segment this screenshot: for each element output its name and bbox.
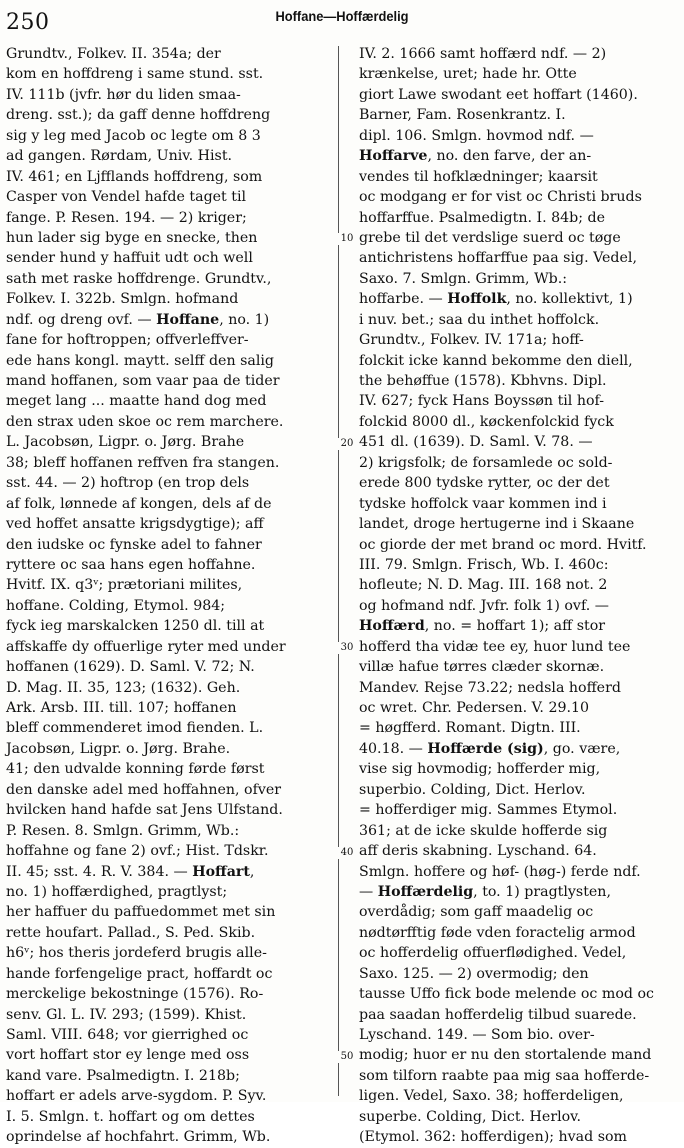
left-column-line: hvilcken hand hafde sat Jens Ulfstand.	[6, 802, 283, 819]
left-column-line: ede hans kongl. maytt. selff den salig	[6, 352, 274, 369]
right-column-line: Mandev. Rejse 73.22; nedsla hofferd	[359, 679, 621, 696]
margin-line-number: 40	[336, 847, 358, 859]
right-column-line: hofferd tha vidæ tee ey, huor lund tee	[359, 638, 631, 655]
right-column-line: the behøffue (1578). Kbhvns. Dipl.	[359, 373, 607, 389]
right-column-line: i nuv. bet.; saa du inthet hoffolck.	[359, 311, 600, 328]
right-column-line: (Etymol. 362: hofferdigen); hvad som	[359, 1129, 628, 1146]
left-column-line: h6ᵛ; hos theris jordeferd brugis alle-	[6, 945, 267, 962]
left-column-line: affskaffe dy offuerlige ryter med under	[6, 638, 286, 655]
right-column-line: IV. 627; fyck Hans Boyssøn til hof-	[359, 393, 605, 410]
right-column	[359, 44, 683, 1146]
right-column-line: vise sig hovmodig; hofferder mig,	[359, 761, 601, 778]
margin-line-number: 50	[336, 1051, 358, 1063]
left-column-line: merckelige bekostninge (1576). Ro-	[6, 986, 264, 1003]
page-header	[0, 0, 684, 40]
right-column-line: III. 79. Smlgn. Frisch, Wb. I. 460c:	[359, 556, 609, 573]
left-column-line: vort hoffart stor ey lenge med oss	[6, 1047, 250, 1064]
left-column-line: hande forfengelige pract, hoffardt oc	[6, 965, 273, 982]
left-column-line: af folk, lønnede af kongen, dels af de	[6, 495, 272, 512]
left-column-line: Ark. Arsb. III. till. 107; hoffanen	[6, 700, 237, 716]
right-column-line: superbe. Colding, Dict. Herlov.	[359, 1108, 582, 1125]
left-column-line: sath met raske hoffdrenge. Grundtv.,	[6, 270, 272, 287]
right-column-line: 40.18. — Hoffærde (sig), go. være,	[359, 740, 621, 757]
right-column-line: ligen. Vedel, Saxo. 38; hofferdeligen,	[359, 1088, 624, 1105]
right-column-line: Grundtv., Folkev. IV. 171a; hoff-	[359, 332, 584, 349]
right-column-line: overdådig; som gaff maadelig oc	[359, 904, 594, 921]
right-column-line: oc giorde der met brand oc mord. Hvitf.	[359, 536, 647, 553]
left-column-line: 41; den udvalde konning førde først	[6, 761, 265, 778]
left-column	[6, 44, 328, 1146]
right-column-line: 451 dl. (1639). D. Saml. V. 78. —	[359, 434, 593, 451]
right-column-line: — Hoffærdelig, to. 1) pragtlysten,	[359, 883, 611, 900]
right-column-line: Smlgn. hoffere og høf- (høg-) ferde ndf.	[359, 863, 641, 880]
left-column-line: Casper von Vendel hafde taget til	[6, 189, 247, 206]
left-column-line: rette houfart. Pallad., S. Ped. Skib.	[6, 924, 256, 941]
right-column-line: nødtørfftig føde vden foractelig armod	[359, 924, 636, 941]
left-column-line: sender hund y haffuit udt och well	[6, 250, 253, 267]
left-column-line: hoffahne og fane 2) ovf.; Hist. Tdskr.	[6, 843, 269, 860]
left-column-line: den strax uden skoe oc rem marchere.	[6, 413, 284, 430]
margin-line-number: 10	[336, 233, 358, 245]
left-column-line: den iudske oc fynske adel to fahner	[6, 536, 262, 553]
left-column-line: Saml. VIII. 648; vor gierrighed oc	[6, 1027, 249, 1043]
left-column-line: Jacobsøn, Ligpr. o. Jørg. Brahe.	[6, 740, 231, 757]
left-column-line: IV. 461; en Ljfflands hoffdreng, som	[6, 168, 263, 185]
left-column-line: IV. 111b (jvfr. hør du liden smaa-	[6, 86, 241, 103]
left-column-line: mand hoffanen, som vaar paa de tider	[6, 373, 280, 389]
left-column-line: sst. 44. — 2) hoftrop (en trop dels	[6, 475, 250, 492]
left-column-line: hoffane. Colding, Etymol. 984;	[6, 597, 226, 614]
left-column-line: I. 5. Smlgn. t. hoffart og om dettes	[6, 1108, 255, 1125]
left-column-line: ndf. og dreng ovf. — Hoffane, no. 1)	[6, 311, 270, 328]
right-column-line: landet, droge hertugerne ind i Skaane	[359, 516, 635, 533]
right-column-line: tausse Uffo fick bode melende oc mod oc	[359, 986, 654, 1003]
left-column-line: meget lang ... maatte hand dog med	[6, 393, 267, 410]
left-column-line: kom en hoffdreng i same stund. sst.	[6, 66, 264, 83]
right-column-line: hoffarffue. Psalmedigtn. I. 84b; de	[359, 209, 606, 226]
left-column-line: oprindelse af hochfahrt. Grimm, Wb.	[6, 1129, 271, 1146]
left-column-line: ad gangen. Rørdam, Univ. Hist.	[6, 148, 233, 165]
right-column-line: oc modgang er for vist oc Christi bruds	[359, 189, 642, 206]
page-number: 250	[6, 10, 50, 35]
right-column-line: Hoffærd, no. = hoffart 1); aff stor	[359, 618, 606, 635]
right-column-line: vendes til hofklædninger; kaarsit	[359, 168, 598, 185]
left-column-line: L. Jacobsøn, Ligpr. o. Jørg. Brahe	[6, 434, 245, 451]
right-column-line: paa saadan hofferdelig tilbud suarede.	[359, 1006, 637, 1023]
left-column-line: II. 45; sst. 4. R. V. 384. — Hoffart,	[6, 863, 255, 880]
left-column-line: hoffart er adels arve-sygdom. P. Syv.	[6, 1088, 267, 1105]
right-column-line: = hofferdiger mig. Sammes Etymol.	[359, 802, 618, 819]
left-column-line: den danske adel med hoffahnen, ofver	[6, 781, 282, 798]
right-column-line: dipl. 106. Smlgn. hovmod ndf. —	[359, 127, 594, 144]
right-column-line: erede 800 tydske rytter, oc der det	[359, 475, 610, 492]
left-column-line: hun lader sig byge en snecke, then	[6, 229, 258, 246]
left-column-line: sig y leg med Jacob oc legte om 8 3	[6, 127, 261, 144]
right-column-line: hoffarbe. — Hoffolk, no. kollektivt, 1)	[359, 291, 633, 308]
right-column-line: Saxo. 125. — 2) overmodig; den	[359, 965, 589, 982]
left-column-line: Grundtv., Folkev. II. 354a; der	[6, 46, 221, 62]
right-column-line: superbio. Colding, Dict. Herlov.	[359, 781, 586, 798]
left-column-line: fange. P. Resen. 194. — 2) kriger;	[6, 209, 247, 226]
right-column-line: folckid 8000 dl., køckenfolckid fyck	[359, 413, 614, 430]
right-column-line: villæ hafue tørres clæder skornæ.	[359, 659, 605, 676]
left-column-line: ved hoffet ansatte krigsdygtige); aff	[6, 516, 264, 533]
left-column-line: Folkev. I. 322b. Smlgn. hofmand	[6, 291, 239, 308]
right-column-line: krænkelse, uret; hade hr. Otte	[359, 66, 577, 83]
left-column-line: D. Mag. II. 35, 123; (1632). Geh.	[6, 679, 241, 696]
right-column-line: grebe til det verdslige suerd oc tøge	[359, 229, 621, 246]
right-column-line: og hofmand ndf. Jvfr. folk 1) ovf. —	[359, 597, 609, 614]
right-column-line: 361; at de icke skulde hofferde sig	[359, 822, 608, 839]
right-column-line: folckit icke kannd bekomme den diell,	[359, 352, 633, 369]
margin-line-number: 20	[336, 438, 358, 450]
margin-line-numbers	[336, 44, 358, 1100]
right-column-line: tydske hoffolck vaar kommen ind i	[359, 495, 607, 512]
right-column-line: Barner, Fam. Rosenkrantz. I.	[359, 107, 566, 124]
right-column-line: Hoffarve, no. den farve, der an-	[359, 148, 592, 165]
right-column-line: oc wret. Chr. Pedersen. V. 29.10	[359, 700, 590, 716]
right-column-line: Saxo. 7. Smlgn. Grimm, Wb.:	[359, 270, 568, 287]
margin-line-number: 30	[336, 642, 358, 654]
right-column-line: antichristens hoffarffue paa sig. Vedel,	[359, 250, 637, 267]
left-column-line: senv. Gl. L. IV. 293; (1599). Khist.	[6, 1006, 247, 1023]
right-column-line: hofleute; N. D. Mag. III. 168 not. 2	[359, 577, 608, 594]
left-column-line: Hvitf. IX. q3ᵛ; prætoriani milites,	[6, 577, 243, 594]
left-column-line: kand vare. Psalmedigtn. I. 218b;	[6, 1067, 240, 1084]
right-column-line: 2) krigsfolk; de forsamlede oc sold-	[359, 454, 613, 471]
left-column-line: 38; bleff hoffanen reffven fra stangen.	[6, 454, 280, 471]
left-column-line: dreng. sst.); da gaff denne hoffdreng	[6, 107, 271, 124]
right-column-line: som tilforn raabte paa mig saa hofferde-	[359, 1067, 650, 1084]
left-column-line: bleff commenderet imod fienden. L.	[6, 720, 264, 737]
running-head: Hoffane—Hoffærdelig	[275, 8, 409, 24]
left-column-line: fyck ieg marskalcken 1250 dl. till at	[6, 618, 265, 635]
right-column-line: oc hofferdelig offuerflødighed. Vedel,	[359, 945, 627, 962]
right-column-line: = høgfferd. Romant. Digtn. III.	[359, 720, 581, 737]
left-column-line: ryttere oc saa hans egen hoffahne.	[6, 556, 256, 573]
right-column-line: IV. 2. 1666 samt hoffærd ndf. — 2)	[359, 46, 607, 62]
left-column-line: her haffuer du paffuedommet met sin	[6, 904, 276, 921]
left-column-line: hoffanen (1629). D. Saml. V. 72; N.	[6, 659, 255, 676]
left-column-line: no. 1) hoffærdighed, pragtlyst;	[6, 883, 228, 900]
left-column-line: fane for hoftroppen; offverleffver-	[6, 332, 249, 349]
right-column-line: aff deris skabning. Lyschand. 64.	[359, 843, 597, 860]
right-column-line: giort Lawe swodant eet hoffart (1460).	[359, 86, 638, 103]
left-column-line: P. Resen. 8. Smlgn. Grimm, Wb.:	[6, 822, 240, 839]
right-column-line: Lyschand. 149. — Som bio. over-	[359, 1027, 595, 1043]
right-column-line: modig; huor er nu den stortalende mand	[359, 1047, 652, 1064]
